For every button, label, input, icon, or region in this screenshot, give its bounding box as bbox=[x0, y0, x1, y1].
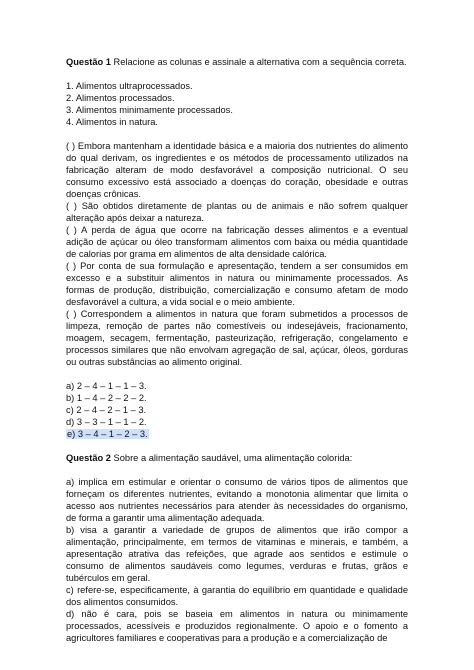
question-1-statements bbox=[66, 140, 408, 368]
answer-option-a[interactable]: a) 2 – 4 – 1 – 1 – 3. bbox=[66, 381, 147, 391]
question-2-prompt: Sobre a alimentação saudável, uma alimentação colorida: bbox=[113, 453, 353, 463]
statement: ( ) A perda de água que ocorre na fabricação desses alimentos e a eventual adição de açúcar ou óleo transformam alimentos com baixa ou média quantidade de calorias por grama em alimentos de alta densidade calórica. bbox=[66, 225, 408, 259]
column-item: 1. Alimentos ultraprocessados. bbox=[66, 81, 193, 91]
column-item: 4. Alimentos in natura. bbox=[66, 117, 158, 127]
statement: ( ) São obtidos diretamente de plantas ou de animais e não sofrem qualquer alteração após deixar a natureza. bbox=[66, 201, 408, 223]
answer-option-c[interactable]: c) 2 – 4 – 2 – 1 – 3. bbox=[66, 405, 147, 415]
answer-option-e-row bbox=[66, 428, 408, 440]
question-1-column-list bbox=[66, 80, 408, 128]
question-2-header bbox=[66, 452, 408, 464]
question-1-options bbox=[66, 380, 408, 440]
question-2-title: Questão 2 bbox=[66, 453, 111, 463]
column-item: 2. Alimentos processados. bbox=[66, 93, 175, 103]
answer-option-a[interactable]: a) implica em estimular e orientar o consumo de vários tipos de alimentos que forneçam os diferentes nutrientes, evitando a monotonia alimentar que limita o acesso aos nutrientes necessários para atender às necessidades do organismo, de forma a garantir uma alimentação adequada. bbox=[66, 477, 408, 523]
answer-option-d[interactable]: d) não é cara, pois se baseia em alimentos in natura ou minimamente processados, acessíveis e produzidos regionalmente. O apoio e o fomento a agricultores familiares e cooperativas para a produção e a comercialização de bbox=[66, 609, 408, 643]
question-1-title: Questão 1 bbox=[66, 57, 111, 67]
statement: ( ) Correspondem a alimentos in natura que foram submetidos a processos de limpeza, remoção de partes não comestíveis ou indesejáveis, fracionamento, moagem, secagem, fermentação, pasteurização, refrigeração, congelamento e processos similares que não envolvam agregação de sal, açúcar, óleos, gorduras ou outras substâncias ao alimento original. bbox=[66, 309, 408, 367]
question-1-prompt: Relacione as colunas e assinale a alternativa com a sequência correta. bbox=[113, 57, 407, 67]
answer-option-e-selected[interactable]: e) 3 – 4 – 1 – 2 – 3. bbox=[67, 429, 148, 439]
answer-option-b[interactable]: b) 1 – 4 – 2 – 2 – 2. bbox=[66, 393, 147, 403]
answer-option-c[interactable]: c) refere-se, especificamente, à garantia do equilíbrio em quantidade e qualidade dos alimentos consumidos. bbox=[66, 585, 408, 607]
question-2-options bbox=[66, 476, 408, 644]
answer-option-b[interactable]: b) visa a garantir a variedade de grupos de alimentos que irão compor a alimentação, principalmente, em termos de vitaminas e minerais, e também, a apresentação atrativa das refeições, que agrade aos sentidos e estimule o consumo de alimentos saudáveis como legumes, verduras e frutas, grãos e tubérculos em geral. bbox=[66, 525, 408, 583]
statement: ( ) Por conta de sua formulação e apresentação, tendem a ser consumidos em excesso e a substituir alimentos in natura ou minimamente processados. As formas de produção, distribuição, comercialização e consumo afetam de modo desfavorável a cultura, a vida social e o meio ambiente. bbox=[66, 261, 408, 307]
statement: ( ) Embora mantenham a identidade básica e a maioria dos nutrientes do alimento do qual derivam, os ingredientes e os métodos de processamento utilizados na fabricação alteram de modo desfavorável a composição nutricional. O seu consumo excessivo está associado a doenças do coração, obesidade e outras doenças crônicas. bbox=[66, 141, 408, 199]
column-item: 3. Alimentos minimamente processados. bbox=[66, 105, 233, 115]
question-1-header bbox=[66, 56, 408, 68]
answer-option-d[interactable]: d) 3 – 3 – 1 – 1 – 2. bbox=[66, 417, 147, 427]
